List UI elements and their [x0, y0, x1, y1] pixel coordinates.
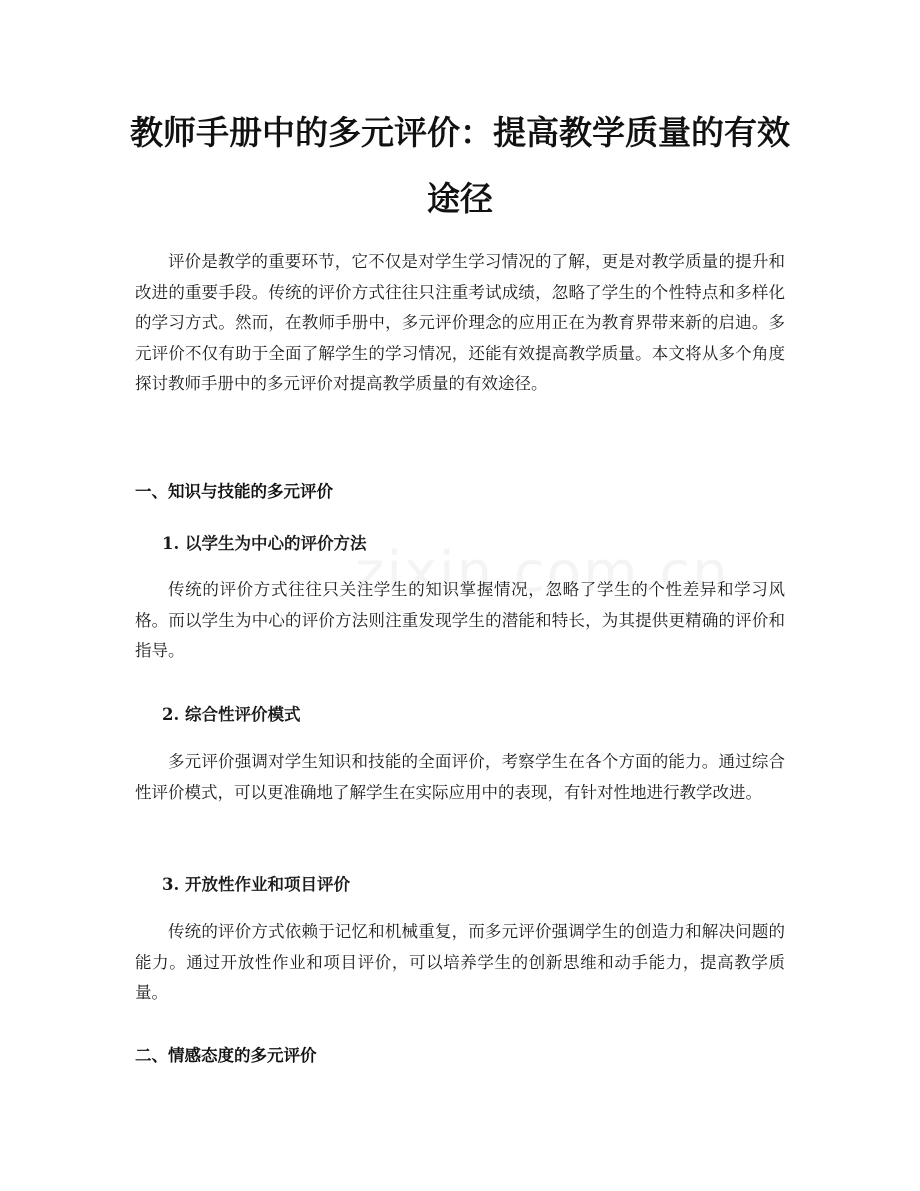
- subsection-body-1-2: 多元评价强调对学生知识和技能的全面评价，考察学生在各个方面的能力。通过综合性评价模式，可以更准确地了解学生在实际应用中的表现，有针对性地进行教学改进。: [135, 752, 785, 802]
- section-heading-1: 一、知识与技能的多元评价: [135, 482, 333, 501]
- subsection-heading-1-3: 3. 开放性作业和项目评价: [162, 875, 350, 894]
- subsection-heading-1-2: 2. 综合性评价模式: [162, 705, 301, 724]
- document-title: 教师手册中的多元评价：提高教学质量的有效途径: [130, 113, 790, 218]
- intro-paragraph: 评价是教学的重要环节，它不仅是对学生学习情况的了解，更是对教学质量的提升和改进的重要手段。传统的评价方式往往只注重考试成绩，忽略了学生的个性特点和多样化的学习方式。然而，在教师手册中，多元评价理念的应用正在为教育界带来新的启迪。多元评价不仅有助于全面了解学生的学习情况，还能有效提高教学质量。本文将从多个角度探讨教师手册中的多元评价对提高教学质量的有效途径。: [135, 252, 785, 394]
- subsection-body-1-1: 传统的评价方式往往只关注学生的知识掌握情况，忽略了学生的个性差异和学习风格。而以学生为中心的评价方法则注重发现学生的潜能和特长，为其提供更精确的评价和指导。: [135, 580, 785, 661]
- subsection-body-1-3: 传统的评价方式依赖于记忆和机械重复，而多元评价强调学生的创造力和解决问题的能力。通过开放性作业和项目评价，可以培养学生的创新思维和动手能力，提高教学质量。: [135, 922, 785, 1003]
- subsection-heading-1-1: 1. 以学生为中心的评价方法: [162, 534, 367, 553]
- section-heading-2: 二、情感态度的多元评价: [135, 1046, 317, 1065]
